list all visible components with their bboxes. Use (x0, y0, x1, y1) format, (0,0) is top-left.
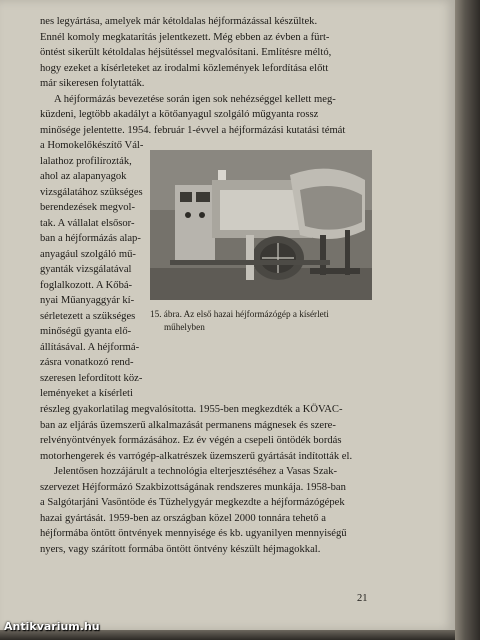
machine-photo (150, 150, 372, 300)
text-line: hazai gyártását. 1959-ben az országban közel 2000 tonnára tehető a (40, 512, 326, 524)
machine-illustration (150, 150, 372, 300)
text-line: minősége jelentette. 1954. február 1-évvel a héjformázási kutatási témát (40, 124, 346, 136)
text-line: szeresen lefordított köz- (40, 372, 143, 384)
text-line: anyagául szolgáló mű- (40, 248, 136, 260)
text-line: szervezet Héjformázó Szakbizottságának rendszeres munkája. 1958-ban (40, 481, 346, 493)
text-line: berendezések megvol- (40, 202, 136, 213)
text-line: motorhengerek és varrógép-alkatrészek üzemszerű gyártását indították el. (40, 450, 353, 462)
text-line: állításával. A héjformá- (40, 341, 140, 353)
text-line: ban a héjformázás alap- (40, 233, 141, 244)
text-line: nyai Műanyaggyár kí- (40, 295, 135, 306)
text-line: zásra vonatkozó rend- (40, 357, 134, 368)
text-line: öntést sikerült kétoldalas héjsütéssel megvalósítani. Említésre méltó, (40, 47, 332, 58)
text-line: sérletezett a szükséges (40, 310, 136, 322)
text-line: minőségű gyanta elő- (40, 326, 132, 337)
text-line: leményeket a kísérleti (40, 388, 133, 399)
text-line: foglalkozott. A Kőbá- (40, 279, 133, 291)
text-line: lalathoz profilírozták, (40, 155, 132, 167)
text-line: hogy ezeket a kísérleteket az irodalmi közlemények lefordítása előtt (40, 62, 329, 74)
text-line: ahol az alapanyagok (40, 171, 127, 182)
text-line: Ennél komoly megkatarítás jelentkezett. Még ebben az évben a fürt- (40, 31, 330, 43)
watermark-logo: Antikvarium.hu (4, 620, 100, 633)
text-line: részleg gyakorlatilag megvalósította. 1955-ben megkezdték a KÖVAC- (40, 404, 343, 415)
text-block-bottom (40, 402, 375, 557)
text-line: vizsgálatához szükséges (40, 186, 143, 198)
text-line: a Homokelőkészítő Vál- (40, 140, 144, 151)
text-line: relvényöntvények formázásához. Ez év végén a csepeli öntödék bordás (40, 435, 342, 446)
text-line: a Salgótarjáni Vasöntöde és Tűzhelygyár megkezdte a héjformázógépek (40, 497, 345, 508)
text-line: már sikeresen folytatták. (40, 78, 145, 89)
book-spine (455, 0, 480, 640)
text-line: nes legyártása, amelyek már kétoldalas héjformázással készültek. (40, 16, 318, 27)
text-line: nyers, vagy szárított formába öntött öntvény készült héjmagokkal. (40, 543, 321, 555)
text-line: héjformába öntött öntvények mennyisége és kb. ugyanilyen mennyiségű (40, 528, 347, 539)
text-line: tak. A vállalat elsősor- (40, 217, 135, 229)
text-line: Jelentősen hozzájárult a technológia elterjesztéséhez a Vasas Szak- (54, 466, 338, 477)
page-number: 21 (357, 593, 368, 604)
text-line: gyanták vizsgálatával (40, 264, 132, 275)
caption-line: 15. ábra. Az első hazai héjformázógép a kísérleti (150, 309, 329, 319)
text-block-left (40, 138, 145, 402)
text-line: küzdeni, legtöbb akadályt a kötőanyagul szolgáló műgyanta rossz (40, 109, 319, 120)
text-line: ban az eljárás üzemszerű alkalmazását permanens mágnesek és szere- (40, 419, 336, 431)
text-line: A héjformázás bevezetése során igen sok nehézséggel kellett meg- (54, 93, 336, 105)
caption-line: műhelyben (164, 321, 205, 332)
text-block-top (40, 14, 358, 138)
figure-caption (150, 308, 375, 333)
